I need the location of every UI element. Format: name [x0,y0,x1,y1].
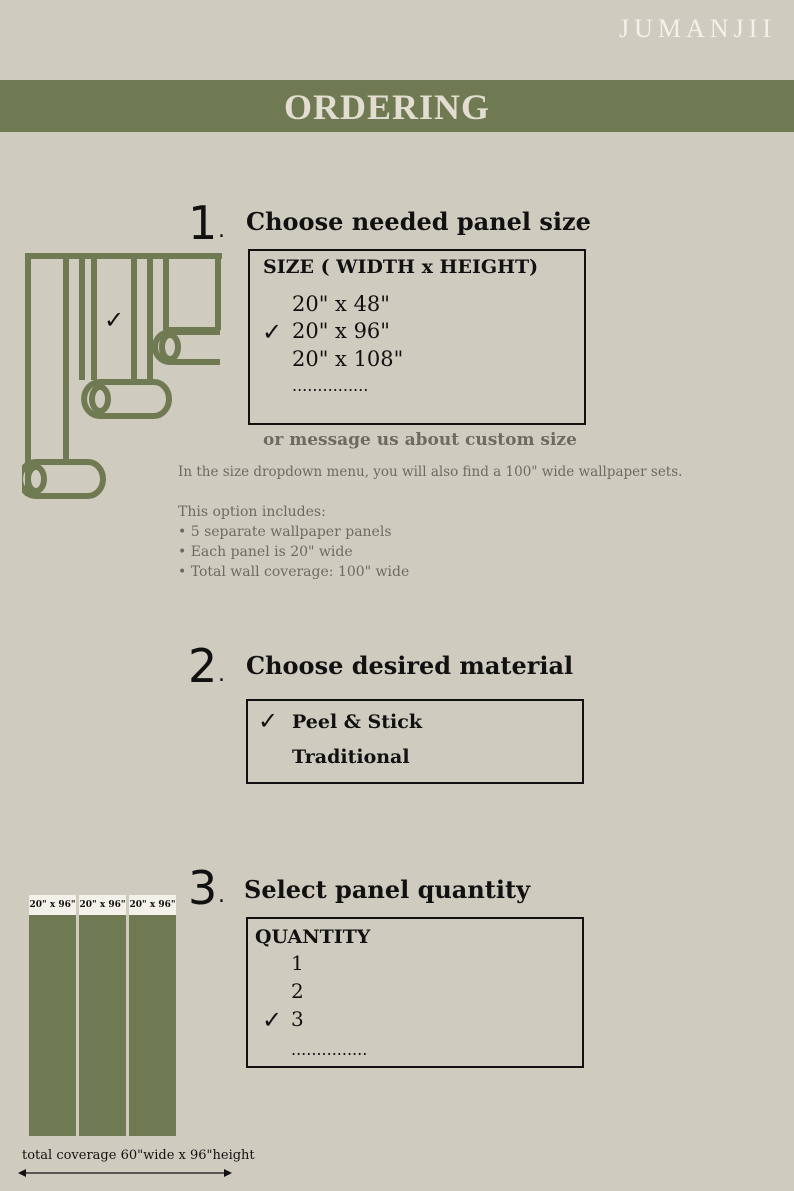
size-info-line: In the size dropdown menu, you will also find a 100" wide wallpaper sets. [178,464,683,480]
panel-size-label: 20" x 96" [29,895,76,915]
illustration-check-icon: ✓ [104,306,125,334]
step3-title: Select panel quantity [244,875,531,904]
page-title: ORDERING [283,87,491,127]
brand-logo: JUMANJII [619,14,776,43]
step1-title: Choose needed panel size [246,207,591,236]
material-option-selected[interactable]: Peel & Stick [292,711,423,733]
coverage-caption: total coverage 60"wide x 96"height [22,1148,255,1163]
quantity-box-header: QUANTITY [255,926,371,948]
wallpaper-panel [29,895,76,1136]
includes-title: This option includes: [178,504,326,520]
wallpaper-panel [79,895,126,1136]
double-arrow-icon [16,1166,234,1180]
panel-fill [79,915,126,1136]
quantity-option-selected[interactable]: 3 [291,1007,304,1031]
step1-number: 1 [188,196,218,250]
quantity-option[interactable]: 1 [291,951,304,975]
wallpaper-panel [129,895,176,1136]
step2-number: 2 [188,639,218,693]
panel-size-label: 20" x 96" [129,895,176,915]
quantity-option-more[interactable]: ............... [291,1040,368,1059]
step2-dot: . [218,662,225,687]
panel-size-label: 20" x 96" [79,895,126,915]
custom-size-note: or message us about custom size [263,430,577,450]
panel-fill [29,915,76,1136]
includes-item: • Each panel is 20" wide [178,544,353,560]
includes-item: • Total wall coverage: 100" wide [178,564,410,580]
size-box-header: SIZE ( WIDTH x HEIGHT) [263,256,539,278]
material-option[interactable]: Traditional [292,746,410,768]
size-option[interactable]: 20" x 48" [292,292,390,316]
step2-title: Choose desired material [246,651,574,680]
step3-dot: . [218,883,225,908]
quantity-selected-check-icon: ✓ [262,1006,283,1034]
step3-number: 3 [188,861,218,915]
material-selected-check-icon: ✓ [258,707,279,735]
panel-fill [129,915,176,1136]
size-selected-check-icon: ✓ [262,318,283,346]
size-option-more[interactable]: ............... [292,376,369,395]
quantity-option[interactable]: 2 [291,979,304,1003]
includes-item: • 5 separate wallpaper panels [178,524,392,540]
step1-dot: . [218,218,225,243]
size-option[interactable]: 20" x 108" [292,347,404,371]
size-option-selected[interactable]: 20" x 96" [292,319,390,343]
